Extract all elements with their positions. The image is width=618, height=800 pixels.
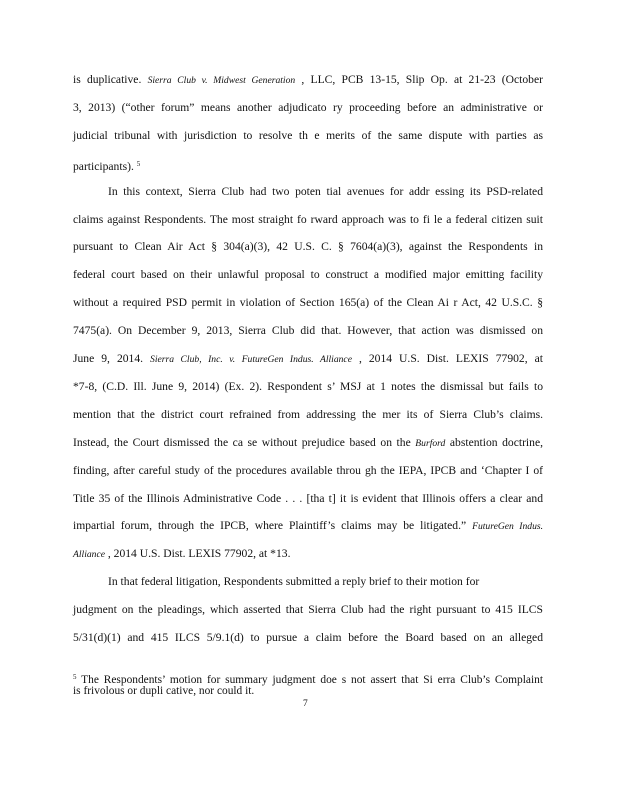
footnote-line bbox=[73, 685, 543, 698]
text-run: , 2014 U.S. Dist. LEXIS 77902, at bbox=[351, 352, 543, 365]
text-run: finding, after careful study of the procedures available throu gh the IEPA, IPCB and ‘Chapter I of bbox=[73, 463, 543, 477]
footnote-marker: 5 bbox=[136, 159, 141, 168]
text-run: impartial forum, through the IPCB, where Plaintiff’s claims may be litigated.” bbox=[73, 519, 473, 533]
text-run: participants). bbox=[73, 159, 137, 173]
text-run: judicial tribunal with jurisdiction to resolve th e merits of the same dispute with parties as bbox=[73, 128, 543, 142]
footnote-marker: 5 bbox=[73, 673, 77, 681]
text-run: The Respondents’ motion for summary judgment doe s not assert that Si erra Club’s Complaint bbox=[76, 674, 543, 686]
text-run: , 2014 U.S. Dist. LEXIS 77902, at *13. bbox=[104, 547, 291, 561]
text-run: In this context, Sierra Club had two poten tial avenues for addr essing its PSD-related bbox=[108, 184, 543, 198]
body-line bbox=[73, 492, 543, 506]
body-line bbox=[73, 157, 543, 174]
body-line bbox=[73, 547, 543, 562]
text-run: mention that the district court refrained from addressing the mer its of Sierra Club’s claims. bbox=[73, 407, 543, 421]
text-run: In that federal litigation, Respondents submitted a reply brief to their motion for bbox=[108, 575, 480, 589]
italic-citation: Alliance bbox=[73, 549, 105, 561]
body-line bbox=[73, 408, 543, 422]
body-line bbox=[73, 296, 543, 310]
body-line bbox=[73, 213, 543, 227]
body-line bbox=[73, 240, 543, 254]
body-line bbox=[108, 575, 543, 589]
text-run: Instead, the Court dismissed the ca se without prejudice based on the bbox=[73, 435, 416, 449]
body-line bbox=[73, 101, 543, 115]
body-line bbox=[73, 324, 543, 338]
body-line bbox=[73, 603, 543, 617]
italic-citation: Sierra Club v. Midwest Generation bbox=[147, 75, 296, 86]
body-line bbox=[73, 436, 543, 451]
text-run: without a required PSD permit in violation of Section 165(a) of the Clean Ai r Act, 42 U.S.C. § bbox=[73, 296, 543, 310]
text-run: 7475(a). On December 9, 2013, Sierra Club did that. However, that action was dismissed on bbox=[73, 324, 543, 338]
text-run: federal court based on their unlawful proposal to construct a modified major emitting facility bbox=[73, 268, 543, 282]
page-number: 7 bbox=[303, 699, 308, 709]
text-run: claims against Respondents. The most straight fo rward approach was to fi le a federal citizen suit bbox=[73, 212, 543, 226]
body-line bbox=[73, 129, 543, 143]
body-line bbox=[73, 268, 543, 282]
text-run: June 9, 2014. bbox=[73, 352, 151, 365]
text-run: 5/31(d)(1) and 415 ILCS 5/9.1(d) to pursue a claim before the Board based on an alleged bbox=[73, 631, 543, 644]
text-run: is frivolous or dupli cative, nor could it. bbox=[73, 684, 255, 697]
italic-citation: Sierra Club, Inc. v. FutureGen Indus. Alliance bbox=[150, 354, 352, 365]
body-line bbox=[108, 185, 543, 199]
body-line bbox=[73, 519, 543, 534]
text-run: is duplicative. bbox=[73, 73, 148, 86]
text-run: 3, 2013) (“other forum” means another adjudicato ry proceeding before an administrative or bbox=[73, 100, 543, 114]
body-line bbox=[73, 73, 543, 88]
text-run: , LLC, PCB 13-15, Slip Op. at 21-23 (October bbox=[295, 73, 543, 86]
body-line bbox=[73, 380, 543, 394]
text-run: judgment on the pleadings, which asserted that Sierra Club had the right pursuant to 415 ILCS bbox=[73, 603, 543, 617]
body-line bbox=[73, 352, 543, 367]
italic-citation: FutureGen Indus. bbox=[472, 521, 543, 533]
text-run: abstention doctrine, bbox=[445, 435, 543, 449]
body-line bbox=[73, 631, 543, 645]
body-line bbox=[73, 464, 543, 478]
text-run: pursuant to Clean Air Act § 304(a)(3), 42 U.S. C. § 7604(a)(3), against the Respondents in bbox=[73, 240, 543, 254]
text-run: *7-8, (C.D. Ill. June 9, 2014) (Ex. 2). Respondent s’ MSJ at 1 notes the dismissal but fails to bbox=[73, 379, 543, 393]
italic-citation: Burford bbox=[415, 437, 446, 449]
text-run: Title 35 of the Illinois Administrative Code . . . [tha t] it is evident that Illinois offers a clear and bbox=[73, 491, 543, 505]
